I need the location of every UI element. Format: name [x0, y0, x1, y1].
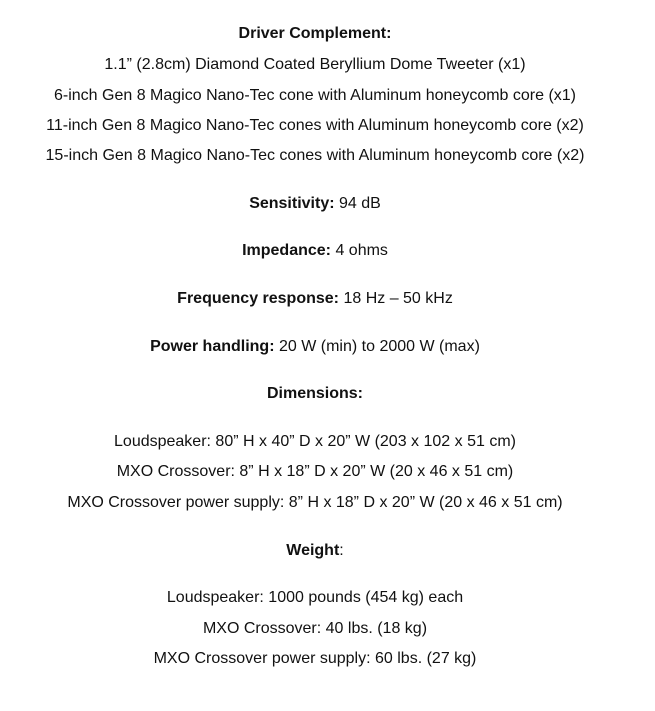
dimensions-item-loudspeaker: Loudspeaker: 80” H x 40” D x 20” W (203 x 102 x 51 cm): [114, 433, 516, 450]
driver-item-6-inch: 6-inch Gen 8 Magico Nano-Tec cone with Aluminum honeycomb core (x1): [53, 87, 577, 104]
driver-item-tweeter: 1.1” (2.8cm) Diamond Coated Beryllium Dome Tweeter (x1): [104, 56, 526, 73]
weight-heading-colon: :: [339, 542, 344, 559]
dimensions-heading: Dimensions:: [266, 385, 363, 402]
weight-item-loudspeaker: Loudspeaker: 1000 pounds (454 kg) each: [166, 589, 464, 606]
sensitivity-value: 94 dB: [334, 195, 381, 212]
power-handling-label: Power handling:: [150, 338, 275, 355]
frequency-response-value: 18 Hz – 50 kHz: [339, 290, 453, 307]
weight-item-crossover: MXO Crossover: 40 lbs. (18 kg): [202, 620, 428, 637]
weight-heading-row: [0, 541, 630, 561]
sensitivity-row: [0, 194, 630, 214]
impedance-label: Impedance:: [242, 242, 331, 259]
driver-complement-heading: Driver Complement:: [238, 25, 392, 42]
driver-item-15-inch: 15-inch Gen 8 Magico Nano-Tec cones with Aluminum honeycomb core (x2): [45, 147, 585, 164]
sensitivity-label: Sensitivity:: [249, 195, 335, 212]
weight-item-power-supply: MXO Crossover power supply: 60 lbs. (27 kg): [153, 650, 477, 667]
driver-item-11-inch: 11-inch Gen 8 Magico Nano-Tec cones with Aluminum honeycomb core (x2): [46, 117, 584, 134]
impedance-value: 4 ohms: [331, 242, 388, 259]
dimensions-item-crossover: MXO Crossover: 8” H x 18” D x 20” W (20 x 46 x 51 cm): [116, 463, 514, 480]
frequency-response-row: [0, 289, 630, 309]
weight-heading: Weight: [286, 542, 340, 559]
power-handling-value: 20 W (min) to 2000 W (max): [274, 338, 480, 355]
dimensions-item-power-supply: MXO Crossover power supply: 8” H x 18” D x 20” W (20 x 46 x 51 cm): [67, 494, 563, 511]
power-handling-row: [0, 337, 630, 357]
impedance-row: [0, 241, 630, 261]
frequency-response-label: Frequency response:: [177, 290, 339, 307]
